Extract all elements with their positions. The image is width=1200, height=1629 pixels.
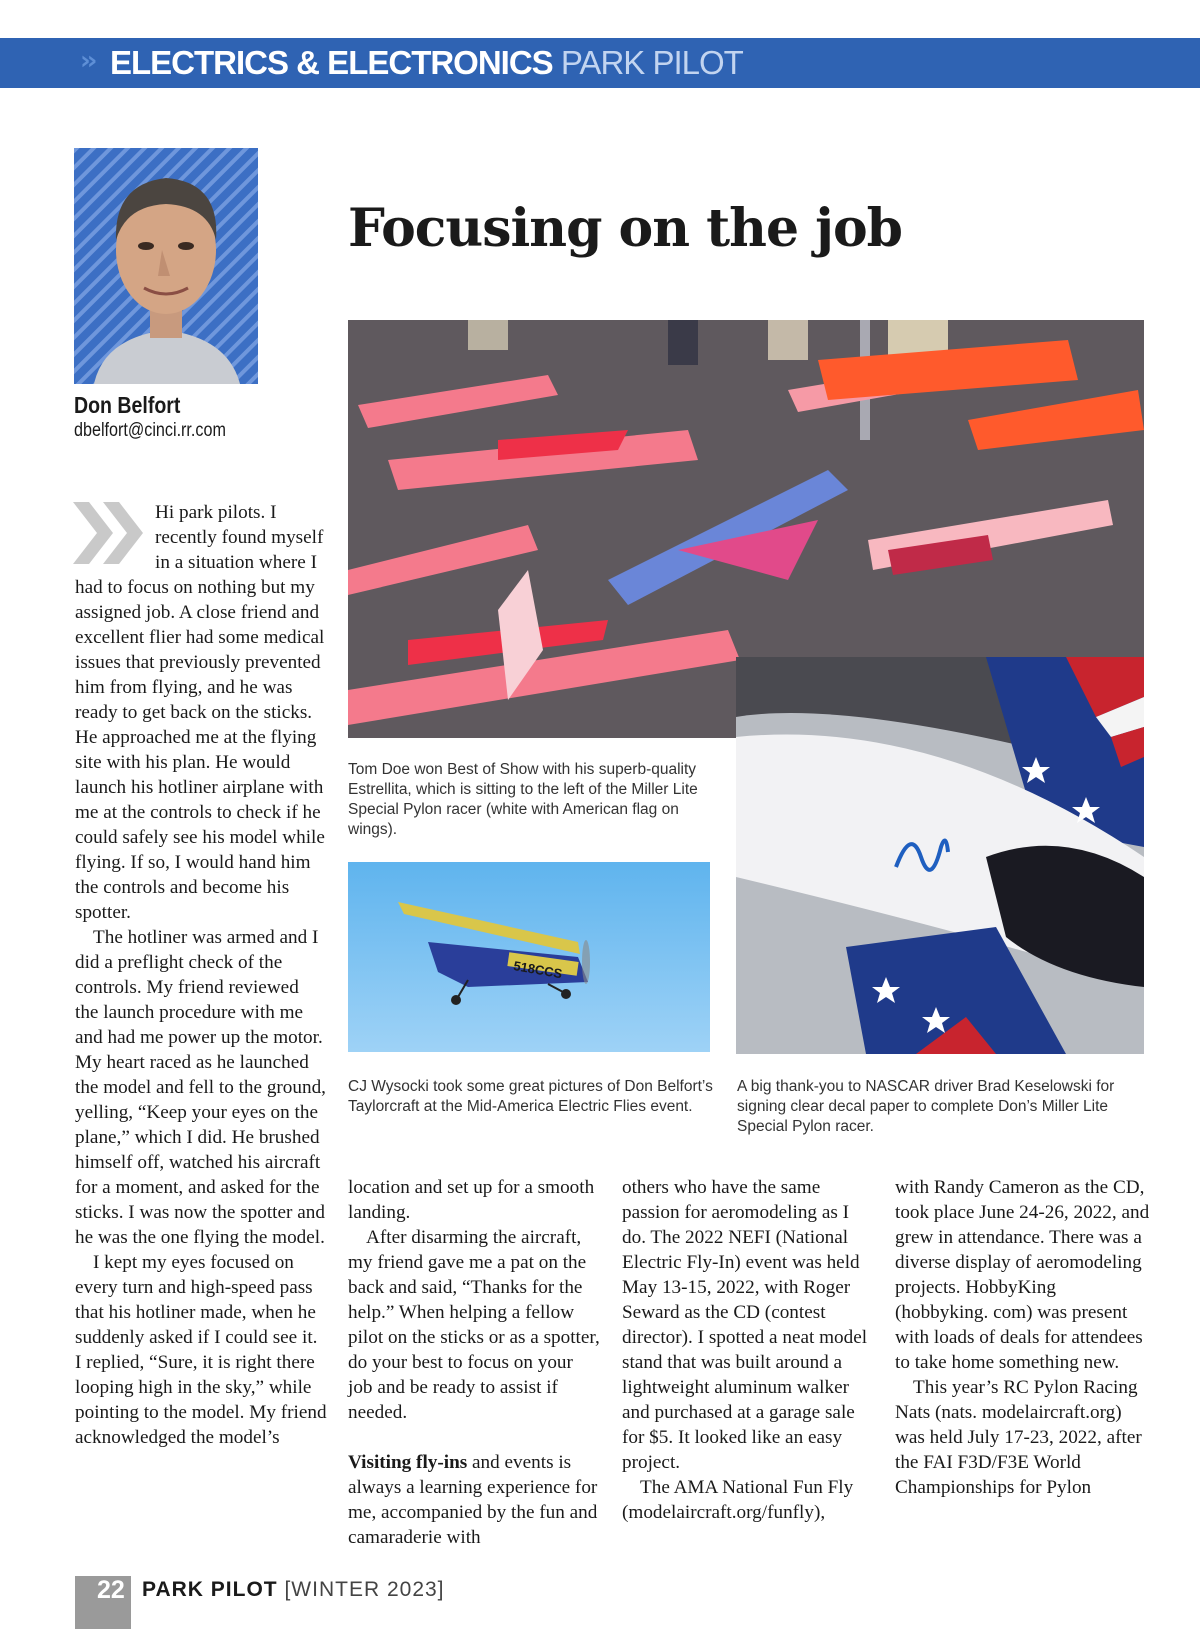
paragraph: Hi park pilots. I recently found myself in a situation where I had to focus on nothing but my assigned job. A close friend and excellent flier had some medical issues that previously prevented him from flying, and he was ready to get back on the sticks. He approached me at the flying site with his plan. He would launch his hotliner airplane with me at the controls to check if he could safely see his model while flying. If so, I would hand him the controls and become his spotter.: [75, 502, 325, 923]
chevron-right-icon: [73, 502, 149, 564]
paragraph-text: and events is always a learning experience for me, accompanied by the fun and camaraderie with: [348, 1452, 598, 1548]
chevron-right-icon: ››: [80, 46, 94, 76]
photo-signed-pylon-racer: [736, 657, 1144, 1054]
issue-label: [WINTER 2023]: [284, 1578, 445, 1601]
author-headshot: [74, 148, 258, 384]
photo-caption-nascar-signature: A big thank-you to NASCAR driver Brad Keselowski for signing clear decal paper to complete Don’s Miller Lite Special Pylon racer.: [737, 1078, 1115, 1135]
subsection-name: PARK PILOT: [560, 44, 743, 81]
article-column-3: [622, 1175, 874, 1525]
plane-registration: 518CCS: [512, 958, 564, 982]
paragraph: This year’s RC Pylon Racing Nats (nats. modelaircraft.org) was held July 17-23, 2022, after the FAI F3D/F3E World Championships for Pylon: [895, 1377, 1142, 1498]
paragraph: After disarming the aircraft, my friend gave me a pat on the back and said, “Thanks for the help.” When helping a fellow pilot on the sticks or as a spotter, do your best to focus on your job and be ready to assist if needed.: [348, 1227, 600, 1423]
paragraph: others who have the same passion for aeromodeling as I do. The 2022 NEFI (National Electric Fly-In) event was held May 13-15, 2022, with Roger Seward as the CD (contest director). I spotted a neat model stand that was built around a lightweight aluminum walker and purchased at a garage sale for $5. It looked like an easy project.: [622, 1177, 868, 1473]
article-column-1: [75, 500, 327, 1450]
author-name: Don Belfort: [74, 392, 181, 418]
page-number: 22: [97, 1576, 125, 1604]
publication-name: PARK PILOT: [142, 1578, 278, 1601]
photo-caption-taylorcraft: CJ Wysocki took some great pictures of Don Belfort’s Taylorcraft at the Mid-America Electric Flies event.: [348, 1078, 713, 1115]
paragraph: The hotliner was armed and I did a preflight check of the controls. My friend reviewed the launch procedure with me and had me power up the motor. My heart raced as he launched the model and fell to the ground, yelling, “Keep your eyes on the plane,” which I did. He brushed himself off, watched his aircraft for a moment, and asked for the sticks. I was now the spotter and he was the one flying the model.: [75, 927, 326, 1248]
paragraph: location and set up for a smooth landing.: [348, 1177, 595, 1223]
photo-taylorcraft-flying: [348, 862, 710, 1052]
section-title: [110, 44, 743, 82]
paragraph: I kept my eyes focused on every turn and high-speed pass that his hotliner made, when he suddenly asked if I could see it. I replied, “Sure, it is right there looping high in the sky,” while pointing to the model. My friend acknowledged the model’s: [75, 1252, 327, 1448]
article-title: Focusing on the job: [348, 198, 902, 259]
section-name: ELECTRICS & ELECTRONICS: [110, 44, 553, 81]
paragraph: The AMA National Fun Fly (modelaircraft.org/funfly),: [622, 1477, 854, 1523]
publication-footer: [142, 1578, 445, 1602]
article-column-2: [348, 1175, 600, 1550]
subhead-visiting-fly-ins: Visiting fly-ins: [348, 1452, 468, 1473]
article-column-4: [895, 1175, 1151, 1500]
section-banner: [0, 38, 1200, 88]
paragraph: with Randy Cameron as the CD, took place June 24-26, 2022, and grew in attendance. There was a diverse display of aeromodeling projects. HobbyKing (hobbyking. com) was present with loads of deals for attendees to take home something new.: [895, 1177, 1150, 1373]
photo-caption-best-of-show: Tom Doe won Best of Show with his superb-quality Estrellita, which is sitting to the left of the Miller Lite Special Pylon racer (white with American flag on wings).: [348, 761, 698, 838]
author-email: dbelfort@cinci.rr.com: [74, 420, 226, 441]
paragraph-visiting-fly-ins: [348, 1450, 600, 1550]
